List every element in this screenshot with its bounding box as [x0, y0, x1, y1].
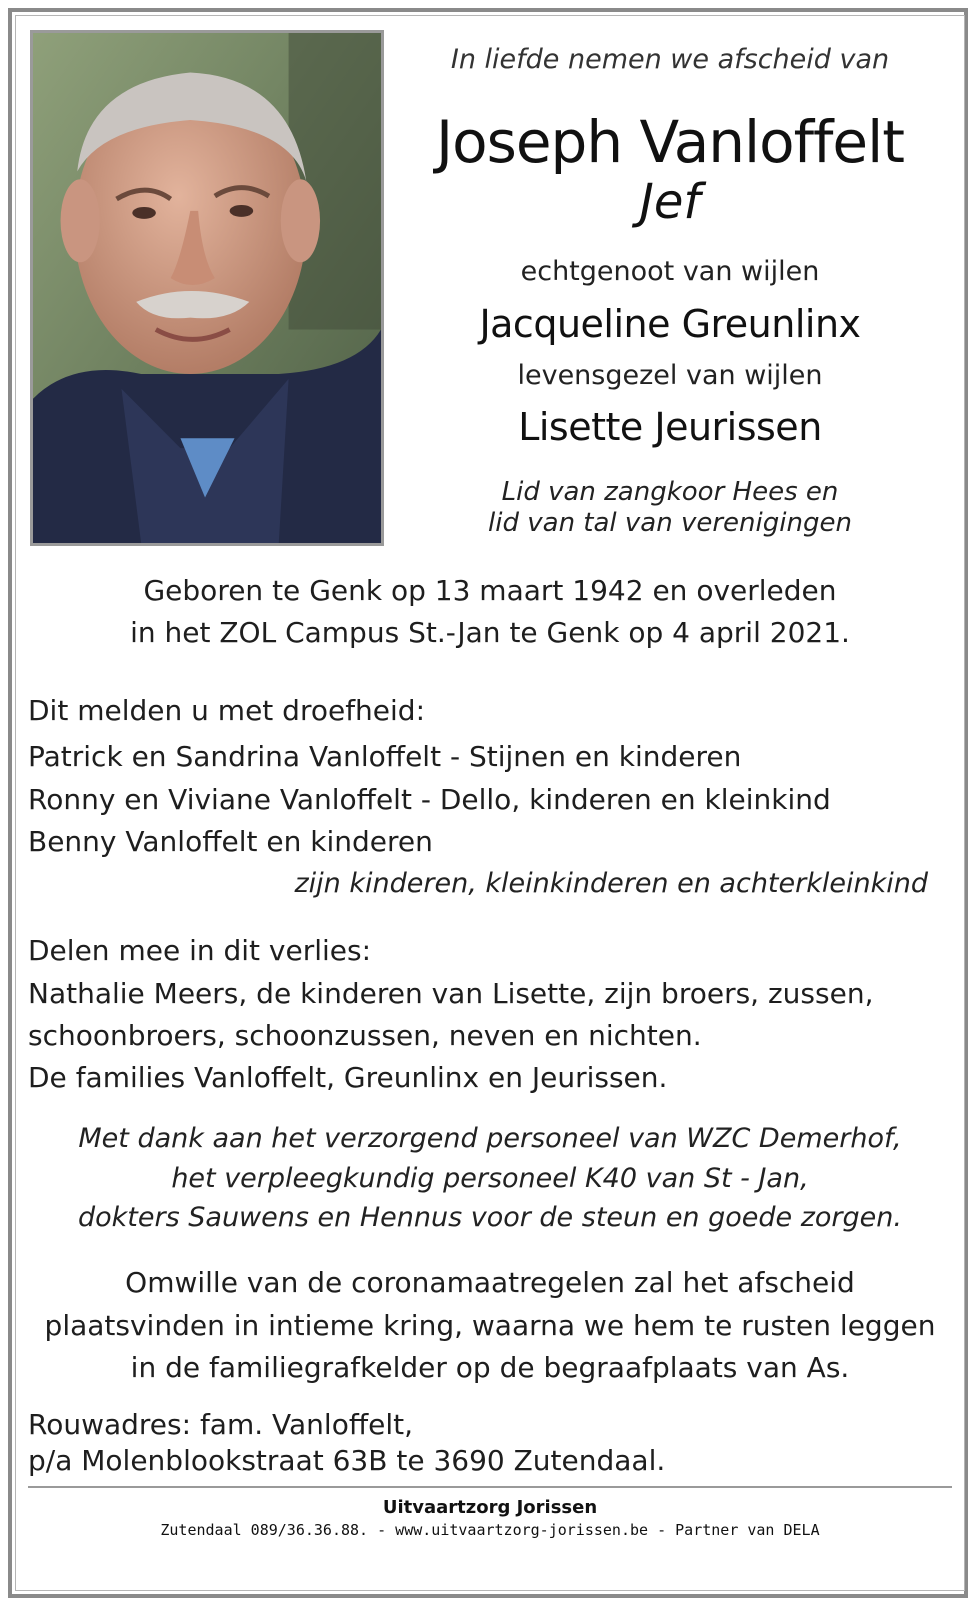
footer-contact: Zutendaal 089/36.36.88. - www.uitvaartzorg-jorissen.be - Partner van DELA: [160, 1521, 820, 1539]
announce-summary: zijn kinderen, kleinkinderen en achterkleinkind: [294, 868, 928, 899]
share-line: Nathalie Meers, de kinderen van Lisette, zijn broers, zussen,: [28, 977, 874, 1010]
share-line: schoonbroers, schoonzussen, neven en nichten.: [28, 1019, 702, 1052]
portrait-photo: [30, 30, 384, 546]
spouse-name-2: Lisette Jeurissen: [518, 405, 822, 449]
footer-company: Uitvaartzorg Jorissen: [382, 1497, 598, 1518]
thanks-line: het verpleegkundig personeel K40 van St - Jan,: [171, 1163, 809, 1194]
membership-line-1: Lid van zangkoor Hees en: [501, 477, 839, 507]
dates-line-2: in het ZOL Campus St.-Jan te Genk op 4 april 2021.: [130, 616, 850, 649]
intro-line: In liefde nemen we afscheid van: [450, 44, 890, 75]
relation-spouse-2: levensgezel van wijlen: [517, 360, 823, 391]
spouse-name-1: Jacqueline Greunlinx: [479, 302, 861, 346]
relation-spouse-1: echtgenoot van wijlen: [520, 256, 820, 287]
share-line: De families Vanloffelt, Greunlinx en Jeurissen.: [28, 1061, 668, 1094]
corona-line: plaatsvinden in intieme kring, waarna we hem te rusten leggen: [44, 1309, 936, 1342]
share-intro: Delen mee in dit verlies:: [28, 934, 372, 967]
deceased-name: Joseph Vanloffelt: [436, 108, 904, 176]
corona-line: in de familiegrafkelder op de begraafplaats van As.: [130, 1351, 850, 1384]
address-line-1: Rouwadres: fam. Vanloffelt,: [28, 1408, 414, 1441]
thanks-line: dokters Sauwens en Hennus voor de steun en goede zorgen.: [78, 1202, 902, 1233]
dates-line-1: Geboren te Genk op 13 maart 1942 en overleden: [143, 574, 837, 607]
footer-divider: [28, 1486, 952, 1488]
thanks-line: Met dank aan het verzorgend personeel van WZC Demerhof,: [78, 1123, 902, 1154]
announce-intro: Dit melden u met droefheid:: [28, 694, 426, 727]
announce-line: Benny Vanloffelt en kinderen: [28, 825, 433, 858]
announce-line: Patrick en Sandrina Vanloffelt - Stijnen en kinderen: [28, 740, 742, 773]
corona-line: Omwille van de coronamaatregelen zal het afscheid: [125, 1266, 855, 1299]
membership-line-2: lid van tal van verenigingen: [488, 508, 852, 538]
announce-line: Ronny en Viviane Vanloffelt - Dello, kinderen en kleinkind: [28, 783, 831, 816]
nickname: Jef: [639, 174, 701, 230]
address-line-2: p/a Molenblookstraat 63B te 3690 Zutendaal.: [28, 1444, 666, 1477]
